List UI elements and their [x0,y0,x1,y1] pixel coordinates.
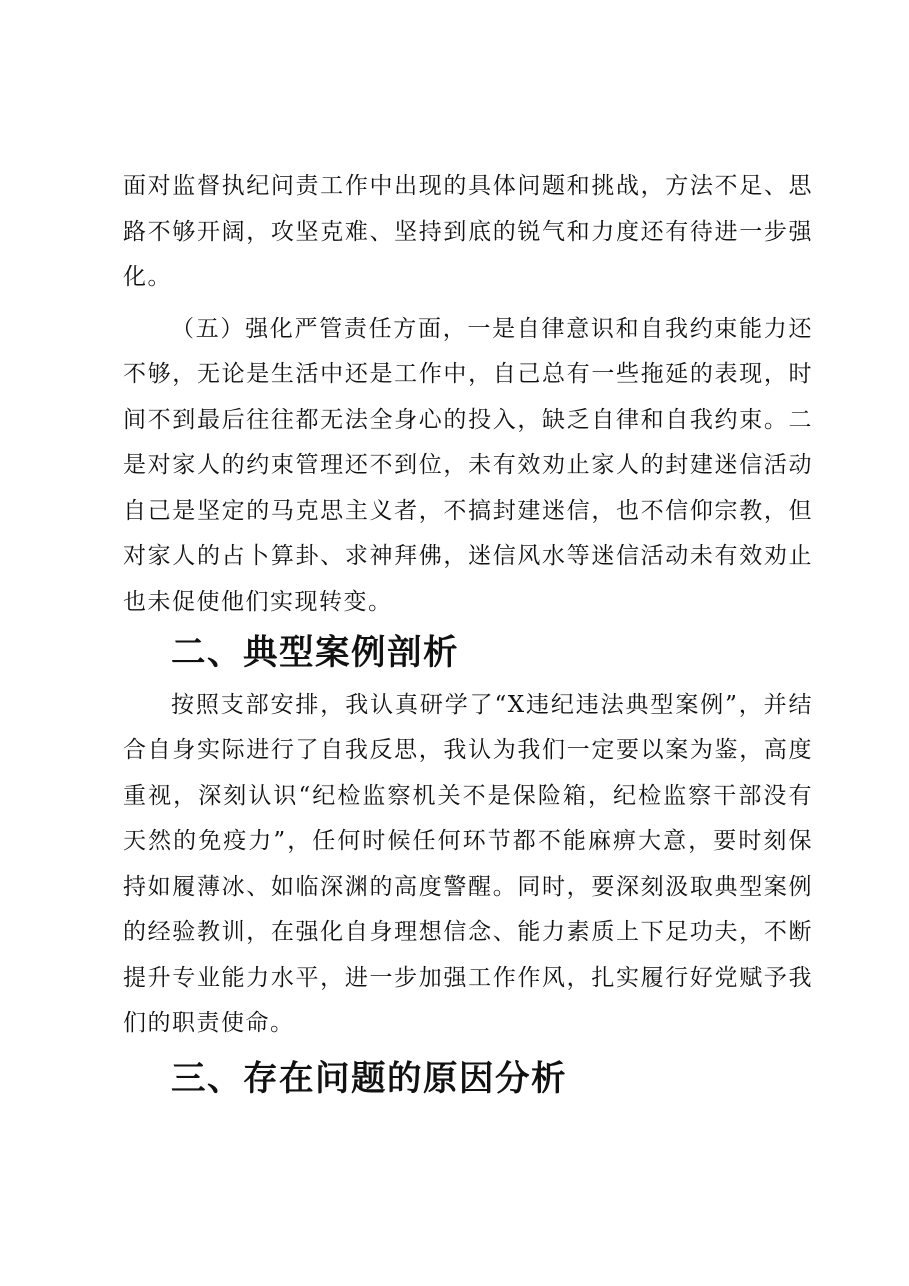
heading-typical-case-analysis: 二、典型案例剖析 [171,633,459,673]
document-body [123,164,813,1108]
heading-cause-analysis: 三、存在问题的原因分析 [171,1058,567,1099]
paragraph-continuation: 面对监督执纪问责工作中出现的具体问题和挑战，方法不足、思路不够开阔，攻坚克难、坚持到底的锐气和力度还有待进一步强化。 [123,173,813,290]
paragraph-case-study: 按照支部安排，我认真研学了“X违纪违法典型案例”，并结合自身实际进行了自我反思，我认为我们一定要以案为鉴，高度重视，深刻认识“纪检监察机关不是保险箱，纪检监察干部没有天然的免疫力”，任何时候任何环节都不能麻痹大意，要时刻保持如履薄冰、如临深渊的高度警醒。同时，要深刻汲取典型案例的经验教训，在强化自身理想信念、能力素质上下足功夫，不断提升专业能力水平，进一步加强工作作风，扎实履行好党赋予我们的职责使命。 [123,691,813,1036]
paragraph-section-five: （五）强化严管责任方面，一是自律意识和自我约束能力还不够，无论是生活中还是工作中，自己总有一些拖延的表现，时间不到最后往往都无法全身心的投入，缺乏自律和自我约束。二是对家人的约束管理还不到位，未有效劝止家人的封建迷信活动自己是坚定的马克思主义者，不搞封建迷信，也不信仰宗教，但对家人的占卜算卦、求神拜佛，迷信风水等迷信活动未有效劝止也未促使他们实现转变。 [123,315,813,615]
